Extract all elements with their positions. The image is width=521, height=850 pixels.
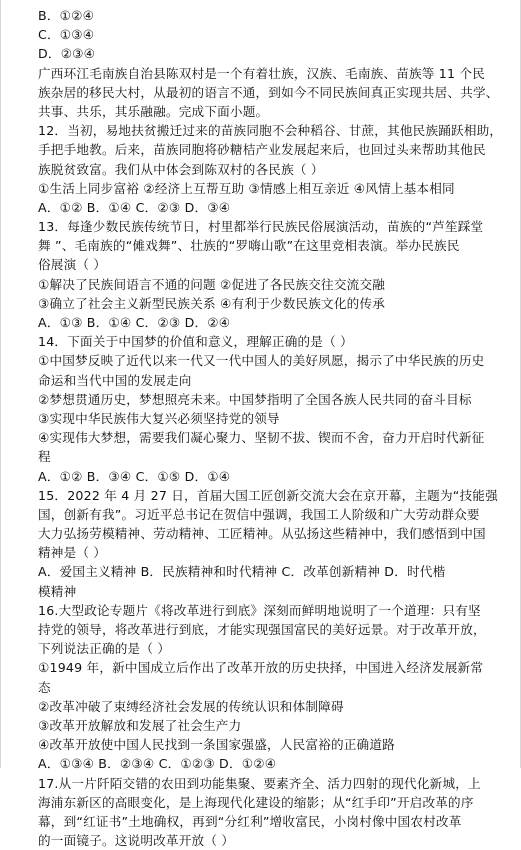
text-line: A．①③ B．①④ C．②③ D．②④	[38, 315, 231, 330]
text-line: A．①② B．③④ C．①⑤ D．①④	[38, 468, 231, 484]
text-line: 广西环江毛南族自治县陈双村是一个有着壮族，汉族、毛南族、苗族等 11 个民	[38, 65, 486, 81]
text-line: 模精神	[38, 583, 77, 599]
text-line: 命运和当代中国的发展走向	[38, 372, 192, 388]
text-line: A．爱国主义精神 B．民族精神和时代精神 C．改革创新精神 D．时代楷	[38, 564, 446, 580]
text-line: A．①② B．①④ C．②③ D．③④	[38, 199, 231, 215]
text-line: 程	[38, 449, 51, 465]
text-line: ④改革开放使中国人民找到一条国家强盛，人民富裕的正确道路	[38, 737, 395, 753]
text-line: C．①③④	[38, 27, 95, 43]
text-line: 国，创新有我”。习近平总书记在贺信中强调，我国工人阶级和广大劳动群众要	[38, 506, 480, 522]
text-line: 下列说法正确的是（ ）	[38, 641, 171, 657]
text-line: 15．2022 年 4 月 27 日，首届大国工匠创新交流大会在京开幕，主题为“技能强	[38, 487, 498, 503]
text-line: 16.大型政论专题片《将改革进行到底》深刻而鲜明地说明了一个道理：只有坚	[38, 602, 481, 618]
question-text	[38, 6, 503, 850]
text-line: A．①③④ B．②③④ C．①②③ D．①②④	[38, 756, 277, 772]
text-line: 舞 ”、毛南族的“傩戏舞”、壮族的“罗嗨山歌”在这里竞相表演。举办民族民	[38, 238, 460, 254]
text-line: 手把手地教。后来，苗族同胞将砂糖桔产业发展起来后，也回过头来帮助其他民	[38, 142, 486, 158]
text-line: ①解决了民族间语言不通的问题 ②促进了各民族交往交流交融	[38, 276, 386, 292]
text-line: 俗展演（ ）	[38, 257, 107, 273]
text-line: 族脱贫致富。我们从中体会到陈双村的各民族（ ）	[38, 161, 324, 177]
text-line: ①中国梦反映了近代以来一代又一代中国人的美好夙愿，揭示了中华民族的历史	[38, 353, 485, 369]
text-line: 大力弘扬劳模精神、劳动精神、工匠精神。从弘扬这些精神中，我们感悟到中国	[38, 526, 486, 542]
text-line: 12．当初，易地扶贫搬迁过来的苗族同胞不会种稻谷、甘蔗，其他民族踊跃相助，	[38, 123, 503, 139]
text-line: ②改革冲破了束缚经济社会发展的传统认识和体制障碍	[38, 698, 344, 714]
text-line: 14．下面关于中国梦的价值和意义，理解正确的是（ ）	[38, 334, 353, 350]
text-line: 共事、共乐，其乐融融。完成下面小题。	[38, 103, 269, 119]
text-line: 的一面镜子。这说明改革开放（ ）	[38, 833, 235, 849]
text-line: 幕，到“红证书”土地确权，再到“分红利”增收富民，小岗村像中国农村改革	[38, 813, 462, 829]
text-line: ②梦想贯通历史，梦想照亮未来。中国梦指明了全国各族人民共同的奋斗目标	[38, 391, 472, 407]
text-line: 海浦东新区的高眼变化，是上海现代化建设的缩影；从“红手印”开启改革的序	[38, 794, 474, 810]
text-line: ①1949 年，新中国成立后作出了改革开放的历史抉择，中国进入经济发展新常	[38, 660, 484, 676]
text-line: ③改革开放解放和发展了社会生产力	[38, 717, 242, 733]
text-line: D．②③④	[38, 46, 96, 62]
text-line: 持党的领导，将改革进行到底，才能实现强国富民的美好远景。对于改革开放，	[38, 622, 486, 637]
text-line: ①生活上同步富裕 ②经济上互帮互助 ③情感上相互亲近 ④风情上基本相同	[38, 180, 455, 196]
text-line: ③确立了社会主义新型民族关系 ④有利于少数民族文化的传承	[38, 295, 386, 311]
text-line: ③实现中华民族伟大复兴必须坚持党的领导	[38, 410, 280, 426]
text-line: ④实现伟大梦想，需要我们凝心聚力、坚韧不拔、锲而不舍，奋力开启时代新征	[38, 430, 485, 446]
text-line: 17.从一片阡陌交错的农田到功能集聚、要素齐全、活力四射的现代化新城，上	[38, 775, 481, 791]
text-line: B．①②④	[38, 8, 95, 23]
text-line: 态	[38, 679, 51, 695]
text-line: 精神是（ ）	[38, 545, 107, 561]
text-line: 13．每逢少数民族传统节日，村里都举行民族民俗展演活动，苗族的“芦笙踩堂	[38, 219, 484, 235]
text-line: 族杂居的移民大村，从最初的语言不通，到如今不同民族间真正实现共居、共学、	[38, 84, 499, 100]
